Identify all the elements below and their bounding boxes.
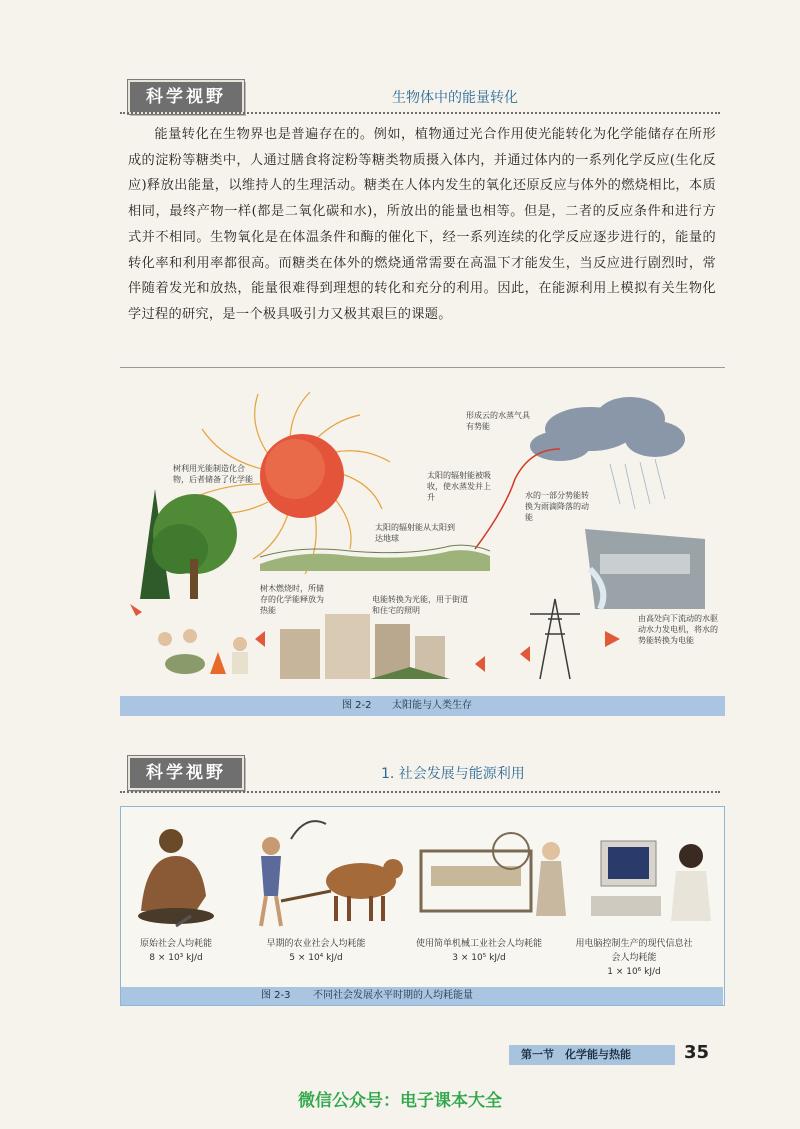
divider <box>120 367 725 368</box>
section-title: 生物体中的能量转化 <box>392 90 518 106</box>
body-paragraph: 能量转化在生物界也是普遍存在的。例如，植物通过光合作用使光能转化为化学能储存在所形成的淀粉等糖类中，人通过膳食将淀粉等糖类物质摄入体内，并通过体内的一系列化学反应(生化反应)释放出能量，以维持人的生理活动。糖类在人体内发生的氧化还原反应与体外的燃烧相比，本质相同，最终产物一样(都是二氧化碳和水)，所放出的能量也相等。但是，二者的反应条件和进行方式并不相同。生物氧化是在体温条件和酶的催化下，经一系列连续的化学反应逐步进行的，能量的转化率和利用率都很高。而糖类在体外的燃烧通常需要在高温下才能发生，当反应进行剧烈时，常伴随着发光和放热，能量很难得到理想的转化和充分的利用。因此，在能源利用上模拟有关生物化学过程的研究，是一个极具吸引力又极其艰巨的课题。 <box>128 127 716 322</box>
loom-machine <box>421 833 566 916</box>
note-burning: 树木燃烧时，所储存的化学能释放为热能 <box>260 584 324 615</box>
dotted-divider <box>120 112 720 114</box>
era-label: 原始社会人均耗能 <box>139 939 212 949</box>
city-buildings <box>280 614 450 679</box>
era-value: 3 × 10⁵ kJ/d <box>452 953 506 963</box>
primitive-figure <box>138 829 214 926</box>
caption-text: 太阳能与人类生存 <box>392 700 472 711</box>
caption-number: 图 2-3 <box>261 990 291 1001</box>
dotted-divider-2 <box>120 791 720 793</box>
chapter-section-label: 第一节 化学能与热能 <box>509 1045 675 1065</box>
note-tree: 树利用光能制造化合物，后者储备了化学能 <box>173 464 253 484</box>
figure-2-3-box <box>120 806 725 1006</box>
era-label: 使用简单机械工业社会人均耗能 <box>415 939 542 949</box>
era-primitive <box>101 937 251 965</box>
figure-2-2-caption <box>120 696 725 716</box>
note-dam: 由高处向下流动的水驱动水力发电机，将水的势能转换为电能 <box>638 614 718 645</box>
note-electric-light: 电能转换为光能，用于街道和住宅的照明 <box>372 595 468 615</box>
caption-number: 图 2-2 <box>342 700 372 711</box>
wechat-footer: 微信公众号：电子课本大全 <box>298 1091 502 1111</box>
era-value: 5 × 10⁴ kJ/d <box>289 953 343 963</box>
landscape <box>260 550 490 571</box>
rain <box>610 459 665 509</box>
fire <box>210 652 226 674</box>
note-rain: 水的一部分势能转换为雨滴降落的动能 <box>525 491 589 522</box>
era-agricultural <box>241 937 391 965</box>
cloud <box>530 397 685 461</box>
era-label: 用电脑控制生产的现代信息社会人均耗能 <box>575 939 693 963</box>
figure-2-3-caption <box>121 987 723 1005</box>
era-information <box>574 937 694 979</box>
caption-text: 不同社会发展水平时期的人均耗能量 <box>313 990 473 1001</box>
science-vision-badge-2: 科学视野 <box>128 756 244 790</box>
era-label: 早期的农业社会人均耗能 <box>266 939 366 949</box>
people <box>165 654 205 674</box>
era-value: 8 × 10³ kJ/d <box>149 953 203 963</box>
section-title-2: 1. 社会发展与能源利用 <box>381 766 525 782</box>
science-vision-badge: 科学视野 <box>128 80 244 114</box>
power-pylon <box>530 599 580 679</box>
eras-illustration <box>121 811 723 941</box>
note-sun-radiation: 太阳的辐射能从太阳到达地球 <box>375 523 455 543</box>
page-number: 35 <box>684 1042 710 1063</box>
era-industrial <box>404 937 554 965</box>
computer-worker <box>591 841 711 921</box>
note-evaporation: 太阳的辐射能被吸收，使水蒸发并上升 <box>427 471 491 502</box>
note-cloud: 形成云的水蒸气具有势能 <box>466 411 530 431</box>
farmer-with-ox <box>261 821 403 926</box>
era-value: 1 × 10⁶ kJ/d <box>607 967 661 977</box>
